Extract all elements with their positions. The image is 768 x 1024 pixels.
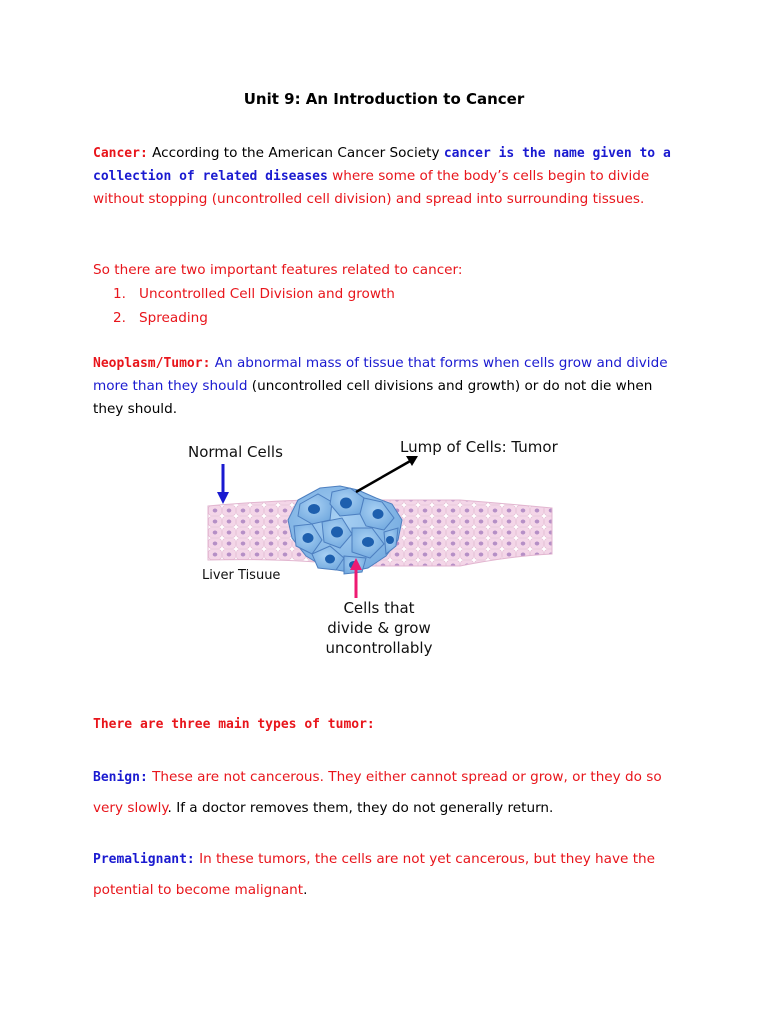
benign-red-text: These are not cancerous. They either cannot spread or grow, or they do so very slowly	[93, 769, 662, 816]
list-number: 2.	[113, 310, 126, 326]
premalignant-definition	[93, 844, 673, 905]
list-item	[93, 282, 395, 306]
list-number: 1.	[113, 286, 126, 302]
dividing-line-2: divide & grow	[327, 619, 431, 637]
neoplasm-definition	[93, 352, 673, 421]
lump-label: Lump of Cells: Tumor	[400, 438, 558, 456]
cancer-definition	[93, 142, 673, 211]
cancer-highlight: cancer is the name given to a collection of related diseases	[93, 146, 671, 184]
benign-rest: . If a doctor removes them, they do not generally return.	[167, 800, 554, 816]
neoplasm-definition-text: An abnormal mass of tissue that forms when cells grow and divide more than they should	[93, 355, 668, 394]
dividing-line-3: uncontrollably	[325, 639, 433, 657]
cancer-intro: According to the American Cancer Society	[147, 145, 444, 161]
normal-cells-label: Normal Cells	[188, 443, 283, 461]
premalignant-rest: .	[303, 882, 308, 898]
liver-tissue-label: Liver Tisuue	[202, 568, 281, 583]
list-text: Uncontrolled Cell Division and growth	[139, 286, 395, 302]
benign-definition	[93, 762, 673, 823]
lump-arrow	[356, 460, 412, 492]
tumor-types-heading: There are three main types of tumor:	[93, 717, 375, 732]
list-item	[93, 306, 395, 330]
cancer-term: Cancer:	[93, 146, 148, 161]
benign-term: Benign:	[93, 770, 148, 785]
list-text: Spreading	[139, 310, 208, 326]
dividing-cells-label	[320, 598, 438, 658]
normal-cells-arrowhead	[217, 492, 229, 504]
page-title: Unit 9: An Introduction to Cancer	[243, 90, 525, 108]
dividing-line-1: Cells that	[343, 599, 415, 617]
premalignant-term: Premalignant:	[93, 852, 195, 867]
premalignant-red-text: In these tumors, the cells are not yet cancerous, but they have the potential to become malignant	[93, 851, 656, 898]
cancer-rest: where some of the body’s cells begin to divide without stopping (uncontrolled cell division) and spread into surrounding tissues.	[93, 168, 650, 207]
features-list	[93, 282, 395, 330]
neoplasm-term: Neoplasm/Tumor:	[93, 356, 211, 371]
features-intro: So there are two important features related to cancer:	[93, 262, 463, 278]
tumor-diagram	[180, 428, 600, 668]
neoplasm-rest: (uncontrolled cell divisions and growth) or do not die when they should.	[93, 378, 653, 417]
